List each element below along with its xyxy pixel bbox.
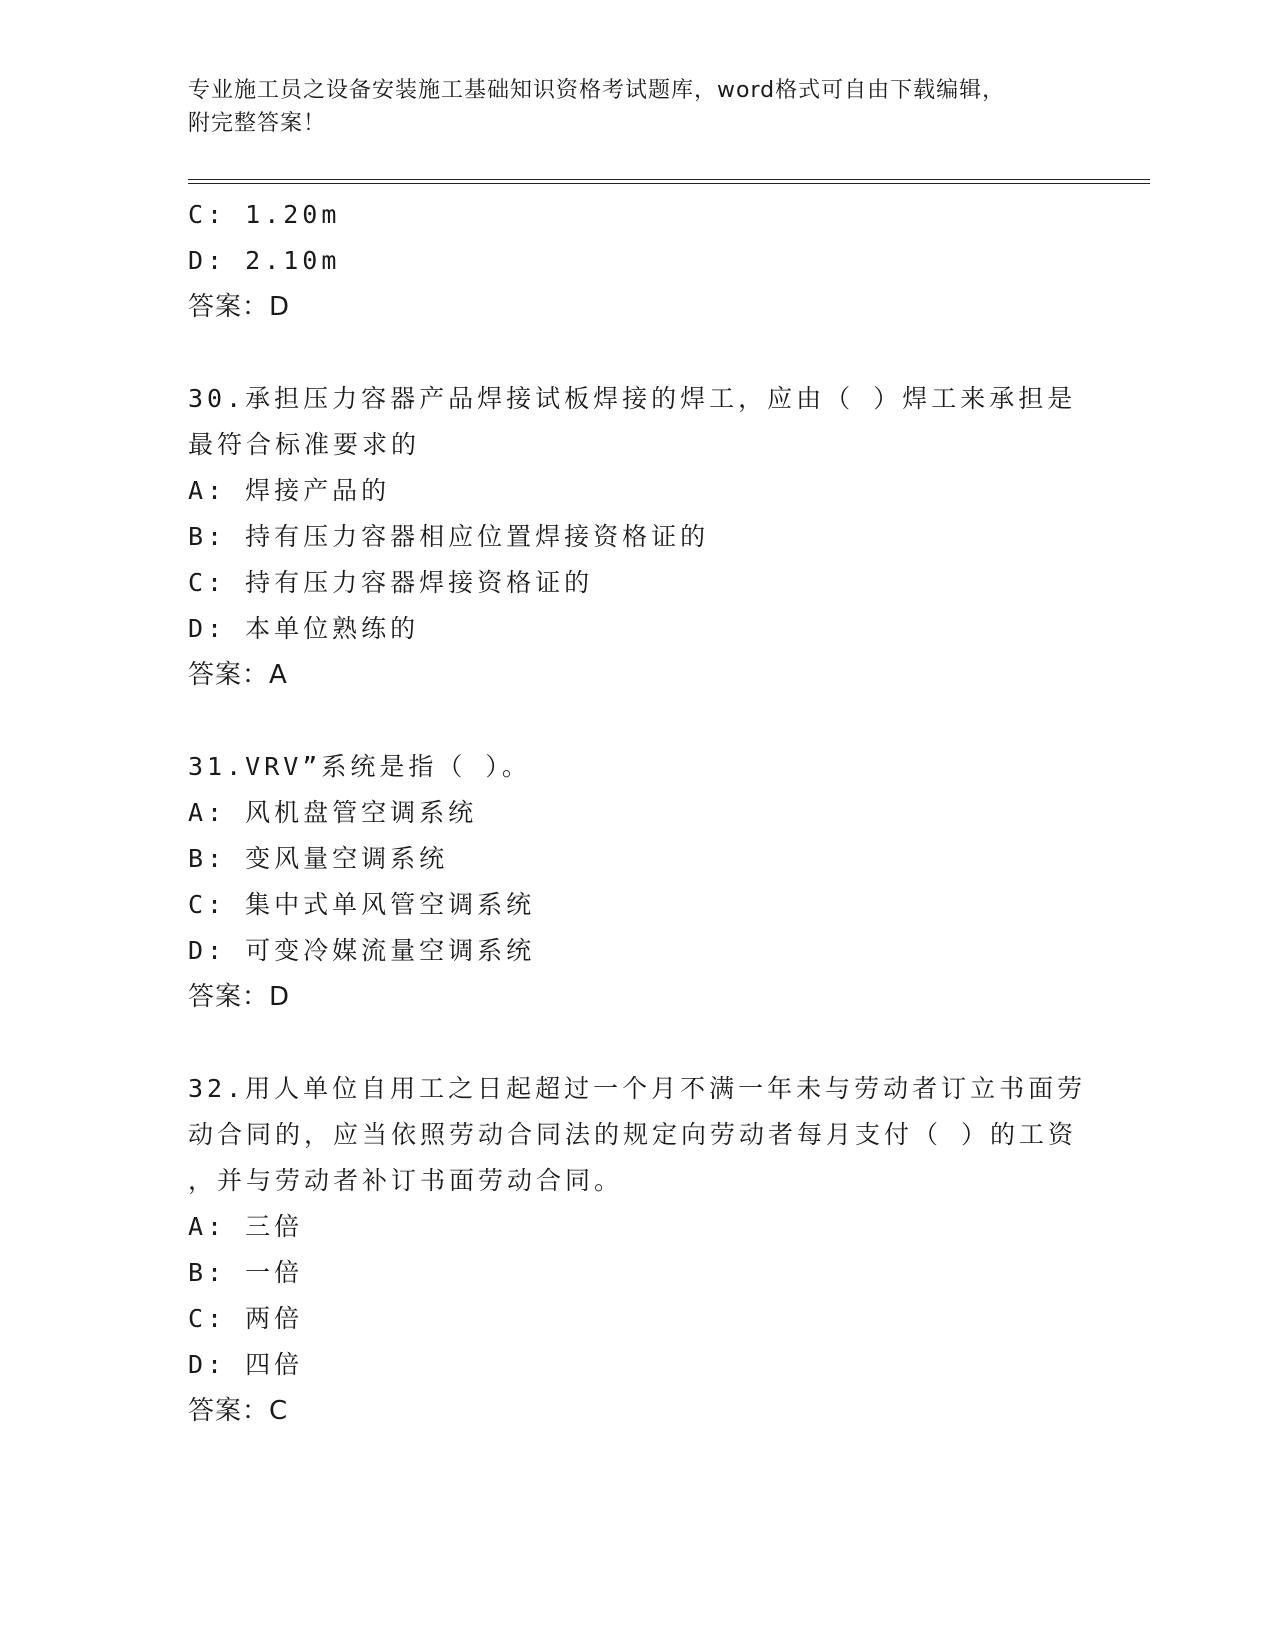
option-b: B: 一倍 [188,1258,304,1287]
header-divider-bottom [188,183,1150,184]
question-32-stem-line-3: ，并与劳动者补订书面劳动合同。 [188,1166,624,1195]
option-d: D: 四倍 [188,1350,304,1379]
question-32-stem-line-2: 动合同的，应当依照劳动合同法的规定向劳动者每月支付（ ）的工资 [188,1120,1078,1149]
header-line-1: 专业施工员之设备安装施工基础知识资格考试题库，word格式可自由下载编辑， [188,78,1006,103]
header-divider-top [188,179,1150,180]
answer: 答案：D [188,982,291,1012]
answer: 答案：A [188,660,288,690]
question-30-stem-line-2: 最符合标准要求的 [188,430,421,459]
option-c: C: 持有压力容器焊接资格证的 [188,568,594,597]
option-d: D: 可变冷媒流量空调系统 [188,936,536,965]
header-line-2: 附完整答案！ [188,111,327,136]
option-a: A: 风机盘管空调系统 [188,798,478,827]
option-c: C: 两倍 [188,1304,304,1333]
option-b: B: 变风量空调系统 [188,844,449,873]
question-32-stem-line-1: 32.用人单位自用工之日起超过一个月不满一年未与劳动者订立书面劳 [188,1074,1087,1103]
option-d: D: 2.10m [188,246,341,275]
option-d: D: 本单位熟练的 [188,614,420,643]
question-31-stem-line-1: 31.VRV”系统是指（ ）。 [188,752,531,781]
option-c: C: 1.20m [188,200,341,229]
option-b: B: 持有压力容器相应位置焊接资格证的 [188,522,710,551]
answer: 答案：C [188,1396,289,1426]
spacer [188,698,1088,744]
option-a: A: 焊接产品的 [188,476,391,505]
document-header [188,74,1088,140]
spacer [188,330,1088,376]
question-30-stem-line-1: 30.承担压力容器产品焊接试板焊接的焊工，应由（ ）焊工来承担是 [188,384,1077,413]
option-c: C: 集中式单风管空调系统 [188,890,536,919]
option-a: A: 三倍 [188,1212,304,1241]
answer: 答案：D [188,292,291,322]
spacer [188,1020,1088,1066]
question-list [188,192,1088,1434]
